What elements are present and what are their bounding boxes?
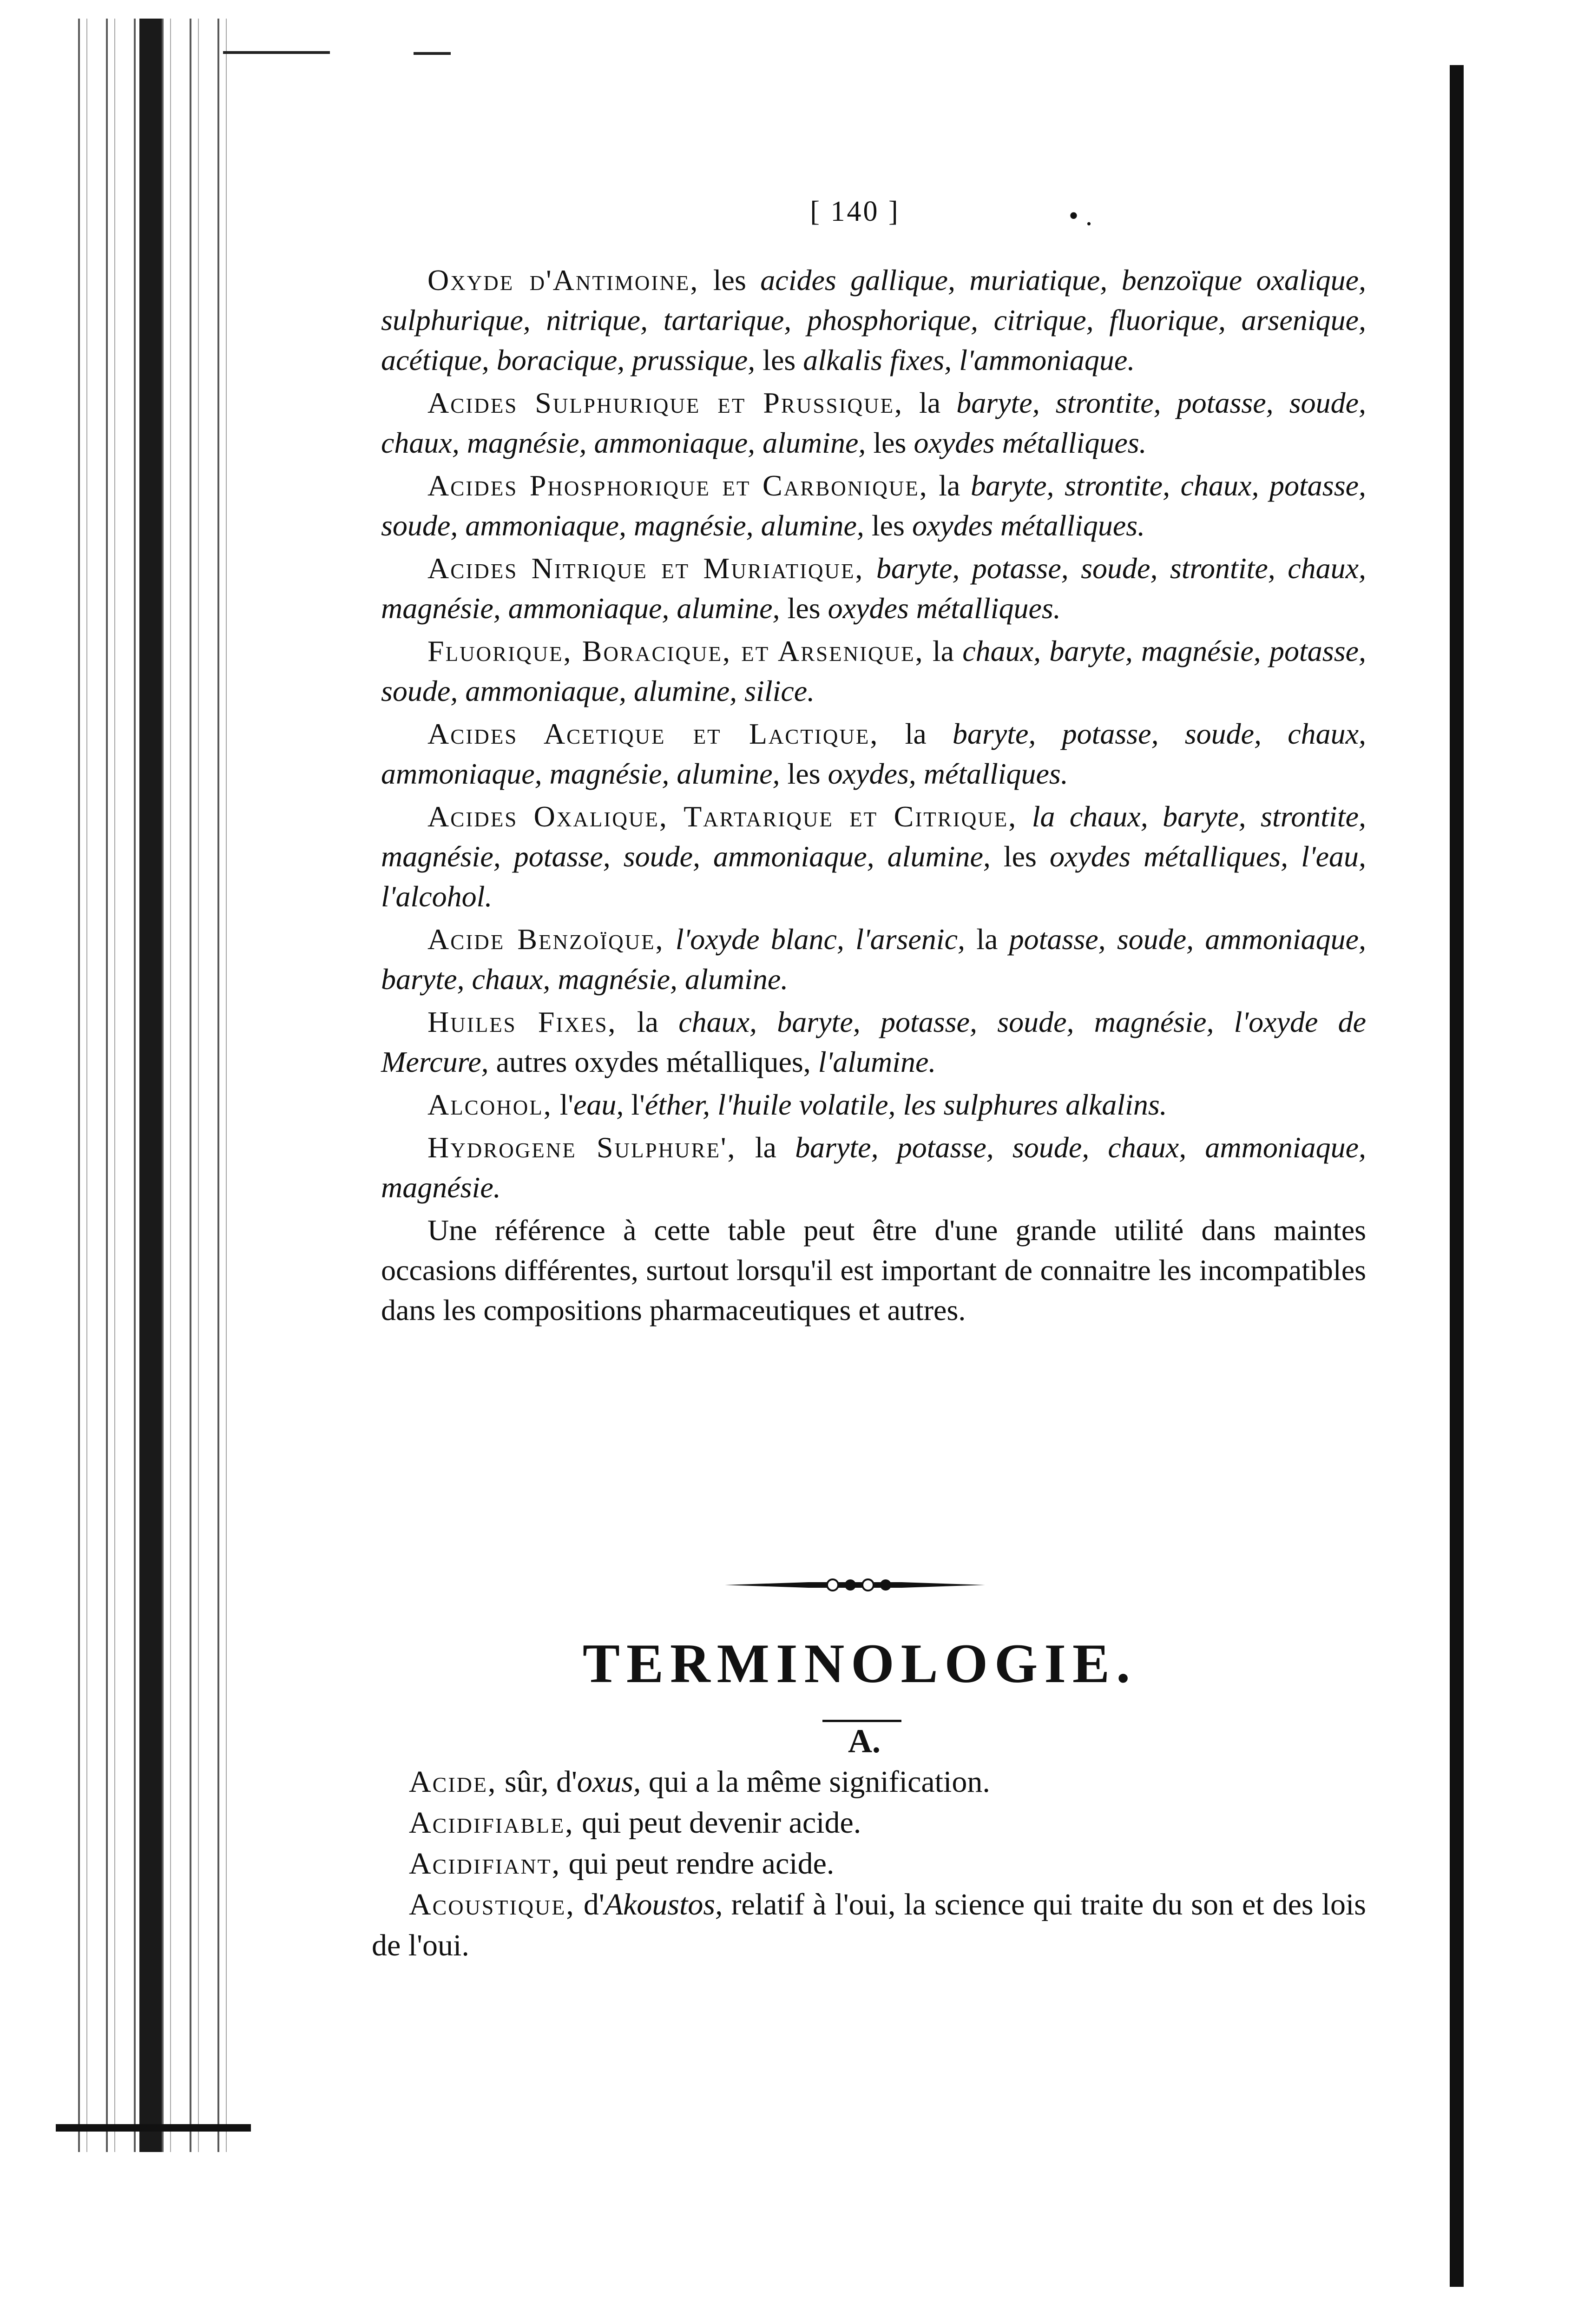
- glossary: [372, 1762, 1366, 1966]
- entry-head: Acides Sulphurique et Prussique,: [427, 386, 903, 419]
- glossary-text: qui peut rendre acide.: [561, 1847, 835, 1881]
- glossary-term: Acidifiant,: [409, 1847, 561, 1881]
- entry-tail-items: oxydes métalliques.: [912, 509, 1145, 542]
- entry-tail-items: oxydes métalliques, l'eau, l'alcohol.: [381, 840, 1366, 913]
- ornamental-rule: [725, 1578, 985, 1592]
- entry-items: baryte, potasse, soude, strontite, chaux, magnésie, ammoniaque, alumine,: [381, 552, 1367, 625]
- glossary-tail: relatif à l'oui, la science qui traite du son et des lois de l'oui.: [372, 1888, 1366, 1962]
- closing-paragraph: Une référence à cette table peut être d'une grande utilité dans maintes occasions différentes, surtout lorsqu'il est important de connaitre les incompatibles dans les compositions pharmaceutiques et autres.: [381, 1214, 1366, 1327]
- entry-items: acides gallique, muriatique, benzoïque oxalique, sulphurique, nitrique, tartarique, phosphorique, citrique, fluorique, arsenique, acétique, boracique, prussique,: [381, 264, 1366, 376]
- entry-tail: les: [780, 592, 828, 625]
- page-number: [ 140 ]: [810, 196, 900, 227]
- entry-items: baryte, potasse, soude, chaux, ammoniaque, magnésie, alumine,: [381, 717, 1367, 790]
- glossary-term: Acoustique,: [409, 1888, 575, 1921]
- entry-items: chaux, baryte, potasse, soude, magnésie, l'oxyde de Mercure,: [381, 1005, 1367, 1078]
- letter-heading: A.: [848, 1723, 881, 1760]
- table-entry: [381, 1002, 1366, 1082]
- entry-tail-items: alkalis fixes, l'ammoniaque.: [803, 343, 1135, 376]
- glossary-term: Acide,: [409, 1765, 497, 1799]
- glossary-tail: qui a la même signification.: [641, 1765, 990, 1799]
- entry-items: la chaux, baryte, strontite, magnésie, potasse, soude, ammoniaque, alumine,: [381, 800, 1367, 873]
- entry-text: [1017, 800, 1032, 833]
- table-entry: [381, 383, 1366, 463]
- incompatibles-table: [381, 260, 1366, 1333]
- top-rule-mark-short: [414, 52, 451, 55]
- binding-shadow: [139, 19, 162, 2152]
- entry-items: eau,: [573, 1088, 624, 1121]
- entry-head: Acides Phosphorique et Carbonique,: [427, 469, 928, 502]
- glossary-text: sûr, d': [497, 1765, 577, 1799]
- table-entry: [381, 919, 1366, 999]
- entry-items: chaux, baryte, magnésie, potasse, soude, ammoniaque, alumine, silice.: [381, 634, 1366, 707]
- table-entry: [381, 548, 1366, 628]
- entry-items: l'oxyde blanc, l'arsenic,: [675, 923, 965, 956]
- glossary-list: [372, 1762, 1366, 1966]
- entry-head: Acides Nitrique et Muriatique,: [427, 552, 864, 585]
- entry-tail: les: [866, 426, 914, 459]
- entry-tail-items: potasse, soude, ammoniaque, baryte, chaux, magnésie, alumine.: [381, 923, 1367, 996]
- table-entry: [381, 260, 1366, 380]
- entry-head: Acides Oxalique, Tartarique et Citrique,: [427, 800, 1018, 833]
- entry-head: Fluorique, Boracique, et Arsenique,: [427, 634, 924, 667]
- entry-text: la: [928, 469, 971, 502]
- entry-text: la: [617, 1005, 679, 1038]
- entry-text: la: [924, 634, 963, 667]
- entry-tail: autres oxydes métalliques,: [488, 1045, 818, 1078]
- table-entry: [381, 714, 1366, 794]
- entry-text: la: [736, 1131, 795, 1164]
- entry-tail-items: l'alumine.: [818, 1045, 936, 1078]
- entry-items: baryte, strontite, chaux, potasse, soude, ammoniaque, magnésie, alumine,: [381, 469, 1367, 542]
- entry-text: l': [552, 1088, 574, 1121]
- glossary-etymon: oxus,: [577, 1765, 641, 1799]
- entry-tail: l': [624, 1088, 645, 1121]
- ornament-icon: [725, 1578, 985, 1592]
- table-entry: [381, 631, 1366, 711]
- glossary-entry: [372, 1843, 1366, 1884]
- section-title: TERMINOLOGIE.: [582, 1632, 1137, 1694]
- right-margin-rule: [1450, 65, 1464, 2287]
- glossary-text: qui peut devenir acide.: [574, 1806, 861, 1840]
- entry-text: [664, 923, 676, 956]
- glossary-entry: [372, 1802, 1366, 1843]
- glossary-text: d': [575, 1888, 605, 1921]
- binding-foot-mark: [56, 2124, 251, 2132]
- entry-tail: les: [990, 840, 1050, 873]
- glossary-entry: [372, 1762, 1366, 1802]
- entries-list: [381, 260, 1366, 1208]
- table-entry: [381, 797, 1366, 917]
- entry-tail: les: [780, 757, 828, 790]
- entry-items: baryte, strontite, potasse, soude, chaux, magnésie, ammoniaque, alumine,: [381, 386, 1367, 459]
- entry-tail-items: oxydes métalliques.: [914, 426, 1147, 459]
- entry-tail: les: [755, 343, 803, 376]
- entry-tail: la: [965, 923, 1009, 956]
- entry-head: Acides Acetique et Lactique,: [427, 717, 879, 750]
- entry-text: la: [903, 386, 957, 419]
- entry-head: Alcohol,: [427, 1088, 552, 1121]
- entry-text: [864, 552, 876, 585]
- entry-items: baryte, potasse, soude, chaux, ammoniaque, magnésie.: [381, 1131, 1367, 1204]
- glossary-etymon: Akoustos,: [604, 1888, 723, 1921]
- top-rule-mark: [223, 51, 330, 54]
- entry-tail-items: oxydes métalliques.: [828, 592, 1061, 625]
- table-entry: [381, 1085, 1366, 1125]
- entry-tail-items: éther, l'huile volatile, les sulphures alkalins.: [644, 1088, 1167, 1121]
- page-number-marks: • .: [1069, 200, 1093, 231]
- entry-text: la: [879, 717, 953, 750]
- entry-text: les: [699, 264, 761, 297]
- table-entry: [381, 466, 1366, 546]
- entry-head: Hydrogene Sulphure',: [427, 1131, 736, 1164]
- entry-head: Acide Benzoïque,: [427, 923, 664, 956]
- entry-head: Huiles Fixes,: [427, 1005, 617, 1038]
- glossary-term: Acidifiable,: [409, 1806, 574, 1840]
- entry-tail-items: oxydes, métalliques.: [828, 757, 1068, 790]
- glossary-entry: [372, 1884, 1366, 1966]
- table-entry: [381, 1128, 1366, 1208]
- entry-head: Oxyde d'Antimoine,: [427, 264, 699, 297]
- entry-tail: les: [864, 509, 912, 542]
